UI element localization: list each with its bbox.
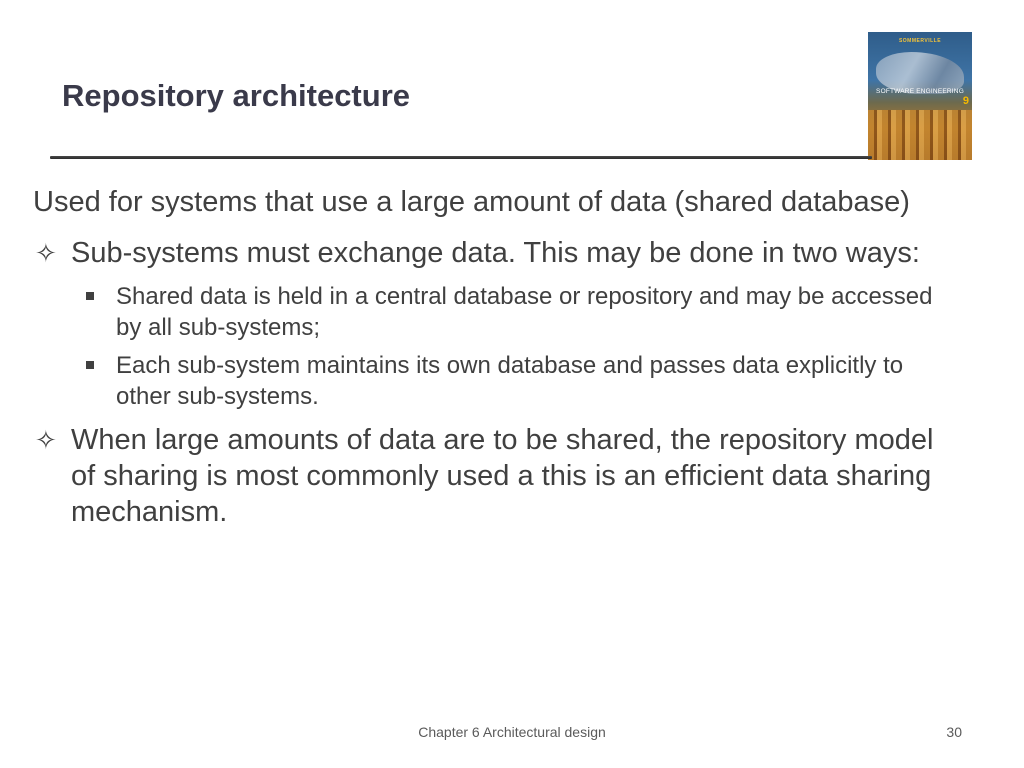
star-bullet-icon: ✧ — [35, 238, 57, 268]
title-divider — [50, 156, 872, 159]
bullet-text: When large amounts of data are to be shared, the repository model of sharing is most commonly used a this is an efficient data sharing mechanism. — [71, 424, 934, 528]
intro-text: Used for systems that use a large amount of data (shared database) — [33, 186, 910, 218]
star-bullet-icon: ✧ — [35, 425, 57, 455]
sub-bullet-item — [33, 281, 954, 343]
book-cover-image — [868, 32, 972, 160]
footer-chapter: Chapter 6 Architectural design — [418, 724, 606, 740]
slide-title: Repository architecture — [62, 78, 410, 113]
bullet-item — [33, 422, 951, 530]
bullet-item — [33, 235, 951, 271]
cover-edition: 9 — [962, 95, 969, 107]
sub-bullet-text: Shared data is held in a central database or repository and may be accessed by all sub-systems; — [116, 283, 933, 341]
slide-body — [33, 183, 973, 540]
page-number: 30 — [946, 724, 962, 740]
cover-author: SOMMERVILLE — [898, 38, 942, 44]
sub-bullet-text: Each sub-system maintains its own database and passes data explicitly to other sub-systems. — [116, 352, 904, 410]
square-bullet-icon — [86, 292, 94, 300]
square-bullet-icon — [86, 361, 94, 369]
cover-title: SOFTWARE ENGINEERING — [876, 88, 964, 95]
cover-texture — [868, 110, 972, 160]
sub-bullet-list — [33, 281, 973, 412]
bullet-text: Sub-systems must exchange data. This may be done in two ways: — [71, 237, 920, 269]
sub-bullet-item — [33, 350, 954, 412]
